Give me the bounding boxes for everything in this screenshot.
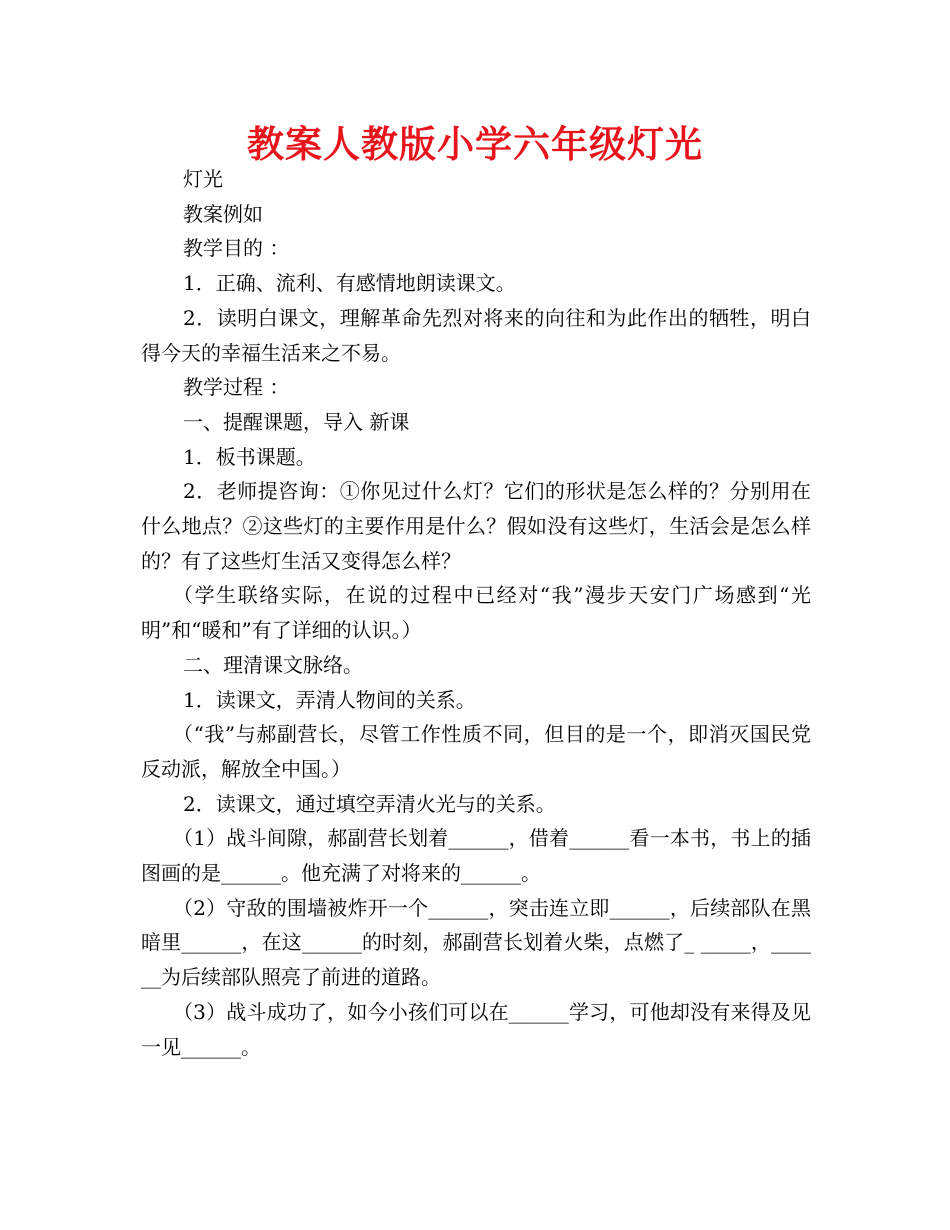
heading-teaching-goals: 教学目的 ：	[183, 236, 290, 261]
heading-teaching-process: 教学过程 ：	[183, 375, 290, 400]
heading-section-2: 二、理清课文脉络。	[183, 652, 363, 677]
paragraph-note-1: （学生联络实际，在说的过程中已经对“我”漫步天安门广场感到“光明”和“暖和”有了详细的认识。）	[141, 583, 811, 643]
paragraph-step-3: 1．读课文，弄清人物间的关系。	[183, 687, 476, 712]
paragraph-example: 教案例如	[183, 201, 263, 226]
paragraph-step-4: 2．读课文，通过填空弄清火光与的关系。	[183, 791, 556, 816]
paragraph-fill-blank-3: （3）战斗成功了，如今小孩们可以在______学习，可他却没有来得及见一见______。	[141, 999, 811, 1059]
paragraph-fill-blank-2: （2）守敌的围墙被炸开一个______，突击连立即______，后续部队在黑暗里______，在这______的时刻，郝副营长划着火柴，点燃了_ _____，______为后续部队照亮了前进的道路。	[141, 895, 811, 990]
document-title: 教案人教版小学六年级灯光	[247, 123, 703, 166]
paragraph-step-2: 2．老师提咨询：①你见过什么灯？它们的形状是怎么样的？分别用在什么地点？②这些灯的主要作用是什么？假如没有这些灯，生活会是怎么样的？有了这些灯生活又变得怎么样？	[141, 479, 811, 573]
paragraph-step-1: 1．板书课题。	[183, 444, 316, 469]
paragraph-lesson-name: 灯光	[183, 167, 223, 191]
paragraph-goal-2: 2．读明白课文，理解革命先烈对将来的向往和为此作出的牺牲，明白得今天的幸福生活来之不易。	[141, 305, 811, 365]
paragraph-goal-1: 1．正确、流利、有感情地朗读课文。	[183, 271, 516, 296]
paragraph-note-2: （“我”与郝副营长，尽管工作性质不同，但目的是一个，即消灭国民党反动派，解放全中国。）	[141, 722, 811, 781]
paragraph-fill-blank-1: （1）战斗间隙，郝副营长划着______，借着______看一本书，书上的插图画的是______。他充满了对将来的______。	[141, 826, 811, 886]
document-body	[141, 162, 811, 1064]
heading-section-1: 一、提醒课题，导入 新课	[183, 409, 410, 434]
